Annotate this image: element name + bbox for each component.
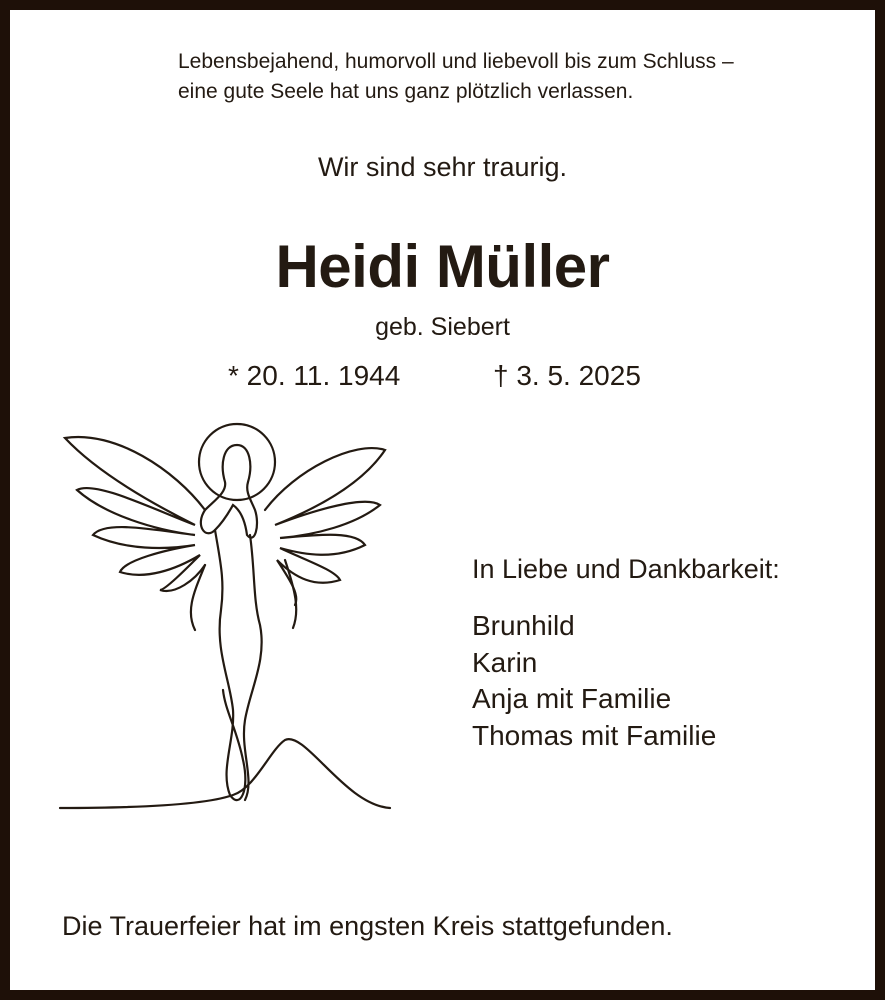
mourner-name: Karin [472, 646, 538, 678]
mourner-name: Thomas mit Familie [472, 719, 717, 751]
birth-date: * 20. 11. 1944 [228, 360, 401, 391]
mourners-list [472, 608, 716, 754]
sad-text: Wir sind sehr traurig. [317, 152, 568, 182]
funeral-note: Die Trauerfeier hat im engsten Kreis stattgefunden. [62, 911, 673, 941]
intro-text [178, 47, 734, 107]
maiden-name: geb. Siebert [375, 313, 510, 341]
deceased-name: Heidi Müller [275, 233, 610, 300]
mourners-heading: In Liebe und Dankbarkeit: [472, 554, 780, 584]
intro-line-2: eine gute Seele hat uns ganz plötzlich verlassen. [178, 80, 634, 103]
mourner-name: Anja mit Familie [472, 683, 672, 714]
death-date: † 3. 5. 2025 [493, 360, 641, 391]
mourner-name: Brunhild [472, 610, 575, 641]
intro-line-1: Lebensbejahend, humorvoll und liebevoll bis zum Schluss – [178, 50, 734, 73]
angel-line-drawing-icon [55, 410, 395, 820]
